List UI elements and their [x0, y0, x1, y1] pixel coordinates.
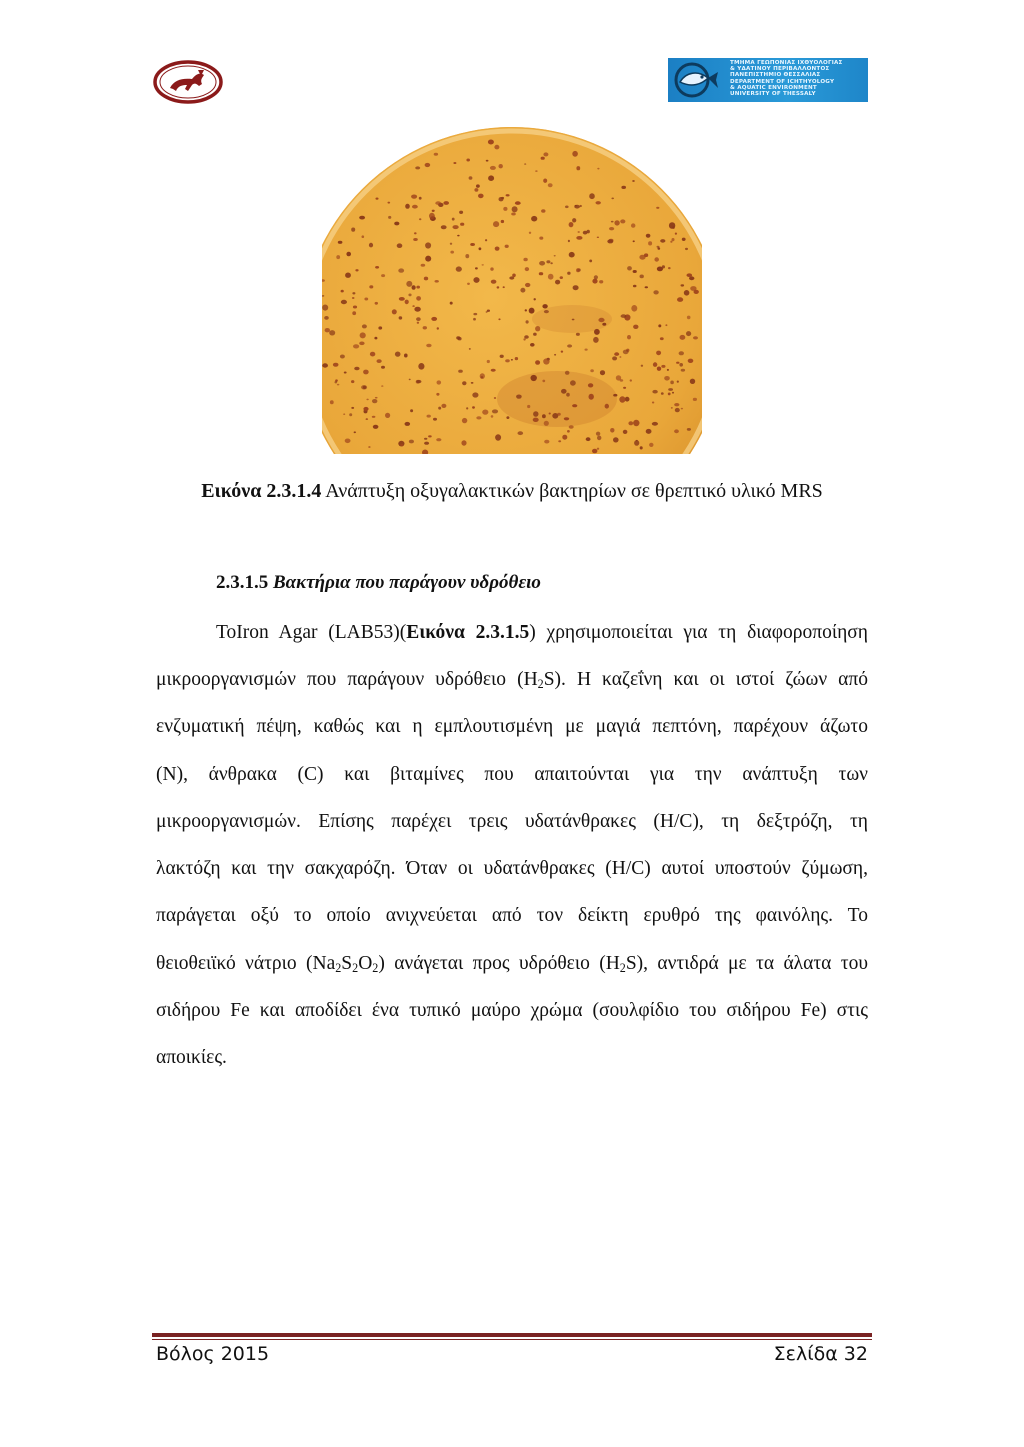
paragraph-line: μικροοργανισμών. Επίσης παρέχει τρεις υδατάνθρακες (H/C), τη δεξτρόζη, τη	[156, 811, 868, 832]
text-run: ) ανάγεται προς υδρόθειο (H	[378, 953, 620, 974]
petri-dish-photo	[322, 124, 702, 454]
logo-text-line: ΠΑΝΕΠΙΣΤΗΜΙΟ ΘΕΣΣΑΛΙΑΣ	[730, 72, 821, 78]
department-logo	[668, 58, 868, 102]
subscript: 2	[619, 961, 626, 976]
text-run: θειοθειϊκό νάτριο (Na	[156, 953, 336, 974]
paragraph-line: ενζυματική πέψη, καθώς και η εμπλουτισμένη με μαγιά πεπτόνη, παρέχουν άζωτο	[156, 716, 868, 737]
footer-place-year: Βόλος 2015	[156, 1343, 270, 1365]
paragraph-line	[216, 620, 868, 646]
paragraph-line: (N), άνθρακα (C) και βιταμίνες που απαιτούνται για την ανάπτυξη των	[156, 764, 868, 785]
text-run: S), αντιδρά με τα άλατα του	[625, 953, 868, 974]
paragraph-line: λακτόζη και την σακχαρόζη. Όταν οι υδατάνθρακες (H/C) αυτοί υποστούν ζύμωση,	[156, 858, 868, 879]
subscript: 2	[352, 961, 359, 976]
text-run: μικροοργανισμών που παράγουν υδρόθειο (H	[156, 669, 538, 690]
footer-rule-thick	[152, 1333, 872, 1337]
logo-text-line: & AQUATIC ENVIRONMENT	[730, 85, 817, 91]
text-run: O	[358, 953, 373, 974]
section-title: Βακτήρια που παράγουν υδρόθειο	[273, 572, 541, 593]
university-logo	[152, 58, 224, 106]
paragraph-line: παράγεται οξύ το οποίο ανιχνεύεται από τον δείκτη ερυθρό της φαινόλης. Το	[156, 905, 868, 926]
logo-text-line: ΤΜΗΜΑ ΓΕΩΠΟΝΙΑΣ ΙΧΘΥΟΛΟΓΙΑΣ	[730, 60, 843, 66]
subscript: 2	[537, 677, 544, 692]
footer-page-number: Σελίδα 32	[773, 1343, 868, 1365]
footer-rule-thin	[152, 1339, 872, 1340]
logo-text-line: UNIVERSITY OF THESSALY	[730, 91, 816, 97]
section-number: 2.3.1.5	[216, 572, 269, 593]
paragraph-line: αποικίες.	[156, 1047, 227, 1068]
text-run: S	[341, 953, 353, 974]
caption-label: Εικόνα 2.3.1.4	[201, 480, 322, 502]
subscript: 2	[372, 961, 379, 976]
logo-text-line: & ΥΔΑΤΙΝΟΥ ΠΕΡΙΒΑΛΛΟΝΤΟΣ	[730, 66, 830, 72]
department-fish-logo-icon	[672, 60, 724, 100]
text-run: ) χρησιμοποιείται για τη διαφοροποίηση	[529, 622, 868, 643]
petri-dish-mrs-agar-photo	[322, 124, 702, 454]
figure-reference: Εικόνα 2.3.1.5	[406, 622, 530, 643]
logo-text-line: DEPARTMENT OF ICHTHYOLOGY	[730, 79, 835, 85]
subscript: 2	[335, 961, 342, 976]
paragraph-line	[156, 667, 868, 693]
figure-caption	[120, 478, 904, 504]
text-run: ToIron Agar (LAB53)(	[216, 622, 407, 643]
paragraph-line	[156, 951, 868, 977]
text-run: S). Η καζεΐνη και οι ιστοί ζώων από	[543, 669, 868, 690]
caption-text: Ανάπτυξη οξυγαλακτικών βακτηρίων σε θρεπτικό υλικό MRS	[321, 480, 823, 502]
paragraph-line: σιδήρου Fe και αποδίδει ένα τυπικό μαύρο χρώμα (σουλφίδιο του σιδήρου Fe) στις	[156, 1000, 868, 1021]
university-centaur-seal-icon	[152, 58, 224, 106]
section-heading	[216, 570, 541, 596]
